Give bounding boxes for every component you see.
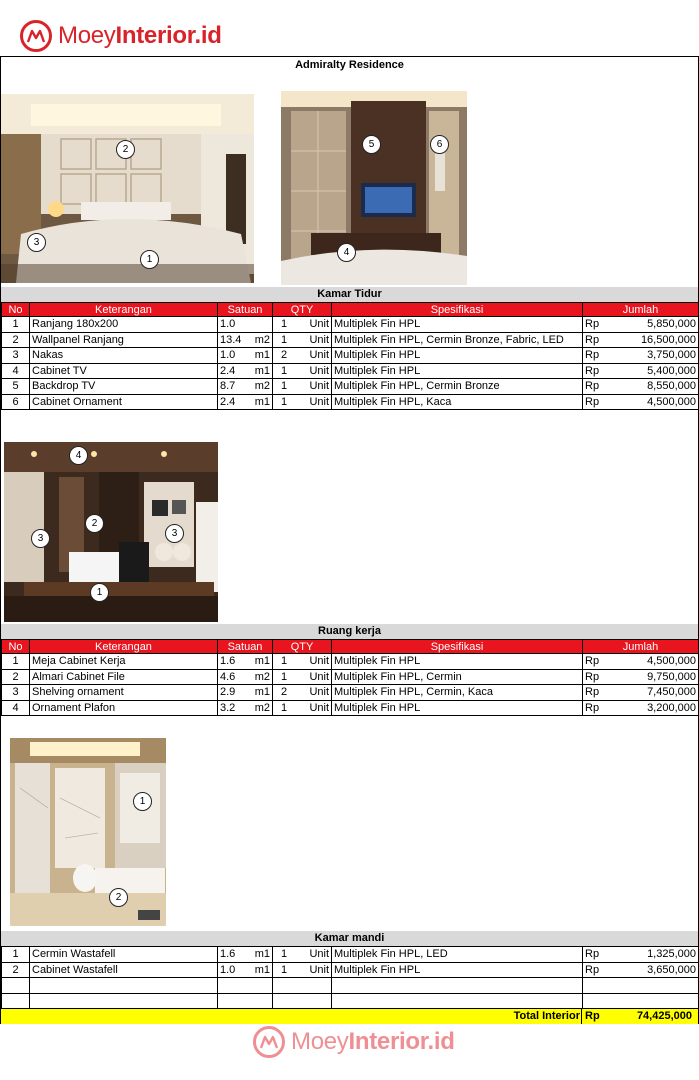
- row-qty: 2 Unit: [273, 348, 332, 364]
- row-qty: 1 Unit: [273, 379, 332, 395]
- marker-bedroom-backdrop: 5: [362, 135, 381, 154]
- row-satuan: 1.0 m1: [218, 348, 273, 364]
- empty-row: [2, 978, 699, 994]
- bathroom-photo: [10, 738, 166, 926]
- table-row: [2, 947, 699, 963]
- marker-bedroom-nakas: 3: [27, 233, 46, 252]
- row-qty: 1 Unit: [273, 947, 332, 963]
- marker-workroom-shelving-right: 3: [165, 524, 184, 543]
- row-spesifikasi: Multiplek Fin HPL: [332, 317, 583, 333]
- footer-brand-name: MoeyInterior.id: [291, 1028, 455, 1055]
- bedroom-photo-1: [1, 94, 254, 283]
- row-qty: 1 Unit: [273, 394, 332, 410]
- row-spesifikasi: Multiplek Fin HPL, Cermin Bronze: [332, 379, 583, 395]
- empty-row: [2, 993, 699, 1009]
- marker-bathroom-mirror: 1: [133, 792, 152, 811]
- row-jumlah: Rp 8,550,000: [583, 379, 699, 395]
- row-keterangan: Cermin Wastafell: [30, 947, 218, 963]
- row-jumlah: Rp 3,200,000: [583, 700, 699, 716]
- row-no: 4: [2, 700, 30, 716]
- row-keterangan: Cabinet Wastafell: [30, 962, 218, 978]
- total-row: [1, 1008, 698, 1024]
- row-jumlah: Rp 5,850,000: [583, 317, 699, 333]
- row-spesifikasi: Multiplek Fin HPL: [332, 962, 583, 978]
- row-no: 1: [2, 947, 30, 963]
- row-keterangan: Ranjang 180x200: [30, 317, 218, 333]
- marker-workroom-desk: 1: [90, 583, 109, 602]
- table-row: [2, 317, 699, 333]
- section-title-kamar-tidur: Kamar Tidur: [1, 287, 698, 302]
- row-satuan: 8.7 m2: [218, 379, 273, 395]
- row-jumlah: Rp 9,750,000: [583, 669, 699, 685]
- marker-bedroom-wallpanel: 2: [116, 140, 135, 159]
- logo-m-icon: [20, 20, 52, 52]
- row-qty: 1 Unit: [273, 654, 332, 670]
- marker-bathroom-cabinet: 2: [109, 888, 128, 907]
- row-qty: 2 Unit: [273, 685, 332, 701]
- row-keterangan: Wallpanel Ranjang: [30, 332, 218, 348]
- marker-bedroom-ornament: 6: [430, 135, 449, 154]
- table-row: [2, 700, 699, 716]
- quotation-sheet: [0, 56, 699, 1024]
- row-no: 2: [2, 332, 30, 348]
- row-spesifikasi: Multiplek Fin HPL, LED: [332, 947, 583, 963]
- row-no: 1: [2, 654, 30, 670]
- row-spesifikasi: Multiplek Fin HPL: [332, 363, 583, 379]
- row-jumlah: Rp 5,400,000: [583, 363, 699, 379]
- bedroom-photo-2: [281, 91, 467, 285]
- row-keterangan: Cabinet Ornament: [30, 394, 218, 410]
- page-header: [0, 0, 699, 56]
- row-spesifikasi: Multiplek Fin HPL: [332, 700, 583, 716]
- section-title-kamar-mandi: Kamar mandi: [1, 931, 698, 946]
- row-spesifikasi: Multiplek Fin HPL, Kaca: [332, 394, 583, 410]
- marker-bedroom-bed: 1: [140, 250, 159, 269]
- row-no: 6: [2, 394, 30, 410]
- marker-workroom-plafon: 4: [69, 446, 88, 465]
- table-row: [2, 654, 699, 670]
- row-jumlah: Rp 16,500,000: [583, 332, 699, 348]
- row-qty: 1 Unit: [273, 669, 332, 685]
- row-no: 2: [2, 962, 30, 978]
- row-satuan: 2.4 m1: [218, 363, 273, 379]
- row-no: 1: [2, 317, 30, 333]
- total-currency: Rp: [585, 1010, 600, 1022]
- brand-logo: [20, 20, 222, 52]
- table-ruang-kerja: [1, 639, 699, 716]
- row-satuan: 1.0: [218, 317, 273, 333]
- row-qty: 1 Unit: [273, 363, 332, 379]
- total-divider: [581, 1009, 582, 1024]
- row-qty: 1 Unit: [273, 317, 332, 333]
- row-jumlah: Rp 3,750,000: [583, 348, 699, 364]
- row-jumlah: Rp 4,500,000: [583, 654, 699, 670]
- marker-workroom-cabinet-file: 2: [85, 514, 104, 533]
- row-jumlah: Rp 4,500,000: [583, 394, 699, 410]
- row-no: 3: [2, 348, 30, 364]
- row-satuan: 1.0 m1: [218, 962, 273, 978]
- row-no: 3: [2, 685, 30, 701]
- row-satuan: 13.4 m2: [218, 332, 273, 348]
- row-spesifikasi: Multiplek Fin HPL, Cermin, Kaca: [332, 685, 583, 701]
- table-header-row: No Keterangan Satuan QTY Spesifikasi Jumlah: [2, 640, 699, 654]
- row-keterangan: Nakas: [30, 348, 218, 364]
- row-satuan: 1.6 m1: [218, 947, 273, 963]
- total-label: Total Interior: [513, 1010, 580, 1022]
- row-keterangan: Cabinet TV: [30, 363, 218, 379]
- row-no: 5: [2, 379, 30, 395]
- logo-m-icon: [253, 1026, 285, 1058]
- total-amount: 74,425,000: [636, 1010, 692, 1022]
- table-row: [2, 394, 699, 410]
- table-row: [2, 962, 699, 978]
- marker-workroom-shelving-left: 3: [31, 529, 50, 548]
- row-keterangan: Ornament Plafon: [30, 700, 218, 716]
- row-jumlah: Rp 1,325,000: [583, 947, 699, 963]
- row-satuan: 1.6 m1: [218, 654, 273, 670]
- row-satuan: 4.6 m2: [218, 669, 273, 685]
- row-jumlah: Rp 7,450,000: [583, 685, 699, 701]
- row-satuan: 2.4 m1: [218, 394, 273, 410]
- row-spesifikasi: Multiplek Fin HPL, Cermin Bronze, Fabric, LED: [332, 332, 583, 348]
- row-satuan: 2.9 m1: [218, 685, 273, 701]
- footer-brand-logo: [253, 1026, 455, 1058]
- table-row: [2, 685, 699, 701]
- table-kamar-mandi: [1, 946, 699, 1009]
- row-keterangan: Almari Cabinet File: [30, 669, 218, 685]
- marker-bedroom-cabinet-tv: 4: [337, 243, 356, 262]
- row-keterangan: Meja Cabinet Kerja: [30, 654, 218, 670]
- row-keterangan: Shelving ornament: [30, 685, 218, 701]
- row-spesifikasi: Multiplek Fin HPL: [332, 654, 583, 670]
- row-qty: 1 Unit: [273, 332, 332, 348]
- section-title-ruang-kerja: Ruang kerja: [1, 624, 698, 639]
- row-no: 2: [2, 669, 30, 685]
- row-qty: 1 Unit: [273, 962, 332, 978]
- row-qty: 1 Unit: [273, 700, 332, 716]
- brand-name: MoeyInterior.id: [58, 22, 222, 49]
- table-kamar-tidur: [1, 302, 699, 410]
- row-spesifikasi: Multiplek Fin HPL: [332, 348, 583, 364]
- table-header-row: No Keterangan Satuan QTY Spesifikasi Jumlah: [2, 303, 699, 317]
- table-row: [2, 348, 699, 364]
- row-no: 4: [2, 363, 30, 379]
- table-row: [2, 379, 699, 395]
- table-row: [2, 332, 699, 348]
- table-row: [2, 363, 699, 379]
- row-satuan: 3.2 m2: [218, 700, 273, 716]
- row-jumlah: Rp 3,650,000: [583, 962, 699, 978]
- row-spesifikasi: Multiplek Fin HPL, Cermin: [332, 669, 583, 685]
- row-keterangan: Backdrop TV: [30, 379, 218, 395]
- table-row: [2, 669, 699, 685]
- project-title: Admiralty Residence: [295, 59, 404, 71]
